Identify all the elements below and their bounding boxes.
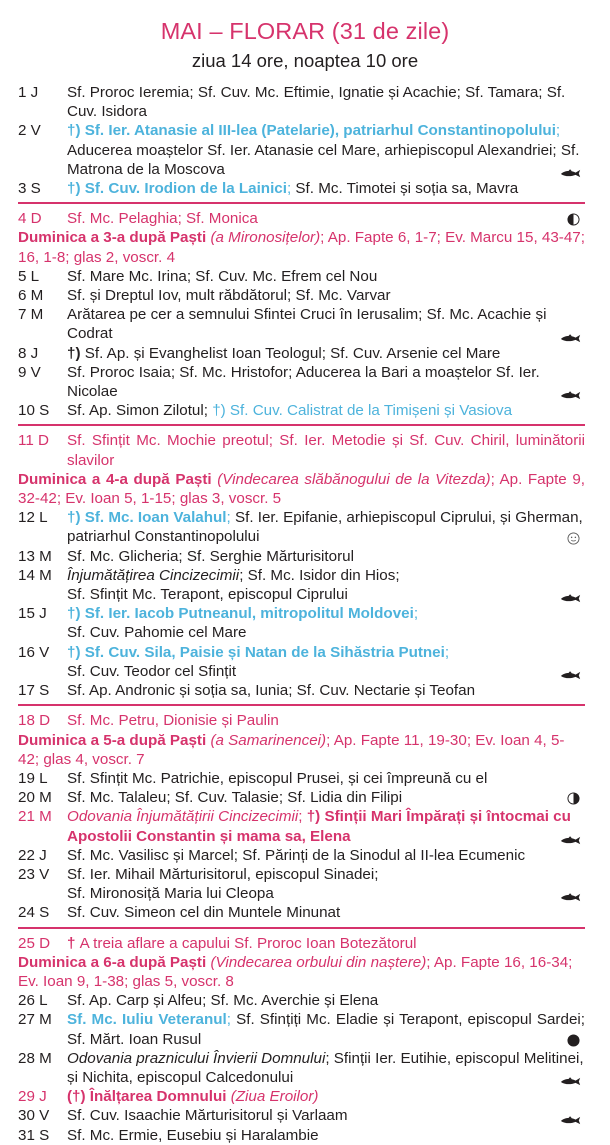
entry-text-segment: †) Sf. Cuv. Calistrat de la Timișeni și Vasiova	[212, 402, 513, 420]
entry-text-segment: Sf. Mc. Iuliu Veteranul	[67, 1011, 227, 1029]
calendar-day-entry	[0, 431, 610, 469]
entry-text	[67, 643, 585, 681]
calendar-day-entry	[0, 508, 610, 546]
day-label: 7 M	[18, 306, 44, 324]
entry-text-segment: (Ziua Eroilor)	[226, 1088, 319, 1106]
entry-text-segment: Sf. Ap. Simon Zilotul;	[67, 402, 213, 420]
entry-text-segment: (†) Înălțarea Domnului	[67, 1088, 227, 1106]
day-label: 12 L	[18, 509, 48, 527]
entry-text-segment: †) Sf. Cuv. Irodion de la Lainici	[67, 180, 287, 198]
entry-text-segment: Sf. Mc. Timotei și soția sa, Mavra	[295, 180, 519, 198]
day-label: 21 M	[18, 808, 52, 826]
entry-text-segment: ;	[413, 605, 419, 623]
calendar-day-entry	[0, 934, 610, 953]
entry-text-segment: Sf. Cuv. Teodor cel Sfințit	[67, 662, 237, 680]
entry-text-segment: Sf. Mare Mc. Irina; Sf. Cuv. Mc. Efrem cel Nou	[67, 267, 378, 285]
calendar-day-entry	[0, 286, 610, 305]
entry-text-segment: Sf. Mc. Vasilisc și Marcel; Sf. Părinți de la Sinodul al II-lea Ecumenic	[67, 846, 526, 864]
entry-text-segment: ;	[226, 509, 235, 527]
entry-text-segment: Odovania praznicului Învierii Domnului	[67, 1049, 326, 1067]
entry-text	[67, 344, 585, 363]
day-label: 29 J	[18, 1088, 47, 1106]
feast-day-list	[0, 83, 610, 1145]
entry-text	[67, 865, 585, 903]
calendar-day-entry	[0, 1049, 610, 1087]
entry-text-segment: Sf. Ier. Epifanie, arhiepiscopul Ciprului, și Gherman, patriarhul Constantinopolului	[67, 509, 583, 546]
calendar-day-entry	[0, 401, 610, 420]
entry-text	[67, 991, 585, 1010]
entry-text-segment: Sf. Ap. Carp și Alfeu; Sf. Mc. Averchie și Elena	[67, 992, 379, 1010]
moon-last-quarter-icon	[567, 212, 580, 225]
entry-text	[67, 179, 585, 198]
fish-icon	[560, 165, 582, 176]
day-label: 9 V	[18, 363, 41, 381]
entry-text-segment: ; Sfinții Ier. Eutihie, episcopul Melitinei, și Nichita, episcopul Calcedonului	[67, 1049, 584, 1086]
entry-text	[67, 1010, 585, 1048]
calendar-day-entry	[0, 363, 610, 401]
fish-icon	[560, 1073, 582, 1084]
day-label: 30 V	[18, 1107, 50, 1125]
entry-text-segment: Sf. Cuv. Isaachie Mărturisitorul și Varlaam	[67, 1107, 348, 1125]
calendar-day-entry	[0, 1010, 610, 1048]
day-label: 10 S	[18, 402, 50, 420]
calendar-day-entry	[0, 903, 610, 922]
day-label: 15 J	[18, 605, 47, 623]
entry-text-segment: ; Ap. Fapte 16, 16-34; Ev. Ioan 9, 1-38; glas 5, voscr. 8	[18, 953, 573, 990]
day-label: 6 M	[18, 287, 44, 305]
calendar-day-entry	[0, 547, 610, 566]
entry-text-segment: Sf. Ap. Andronic și soția sa, Iunia; Sf. Cuv. Nectarie și Teofan	[67, 682, 476, 700]
calendar-day-entry	[0, 179, 610, 198]
entry-text-segment: Sf. Mc. Glicheria; Sf. Serghie Mărturisitorul	[67, 547, 354, 565]
day-label: 16 V	[18, 643, 50, 661]
entry-text-segment: †	[67, 934, 80, 952]
calendar-day-entry	[0, 267, 610, 286]
day-label: 18 D	[18, 712, 51, 730]
entry-text	[67, 1106, 585, 1125]
sunday-readings-note	[18, 228, 585, 266]
day-label: 8 J	[18, 344, 39, 362]
calendar-day-entry	[0, 991, 610, 1010]
fish-icon	[560, 832, 582, 843]
calendar-day-entry	[0, 566, 610, 604]
entry-text-segment: Duminica a 5-a după Paști	[18, 731, 207, 749]
entry-text-segment: Sf. Cuv. Pahomie cel Mare	[67, 624, 247, 642]
entry-text	[67, 566, 585, 604]
day-label: 27 M	[18, 1011, 52, 1029]
day-label: 3 S	[18, 180, 41, 198]
entry-text-segment: ;	[555, 122, 561, 140]
day-label: 23 V	[18, 865, 50, 883]
entry-text-segment: Duminica a 6-a după Paști	[18, 953, 207, 971]
entry-text	[67, 83, 585, 121]
entry-text-segment: Sf. Mc. Ermie, Eusebiu și Haralambie	[67, 1126, 319, 1144]
calendar-day-entry	[0, 807, 610, 845]
entry-text-segment: Odovania Înjumătățirii Cincizecimii	[67, 808, 299, 826]
entry-text-segment: ; Ap. Fapte 11, 19-30; Ev. Ioan 4, 5-42; glas 4, voscr. 7	[18, 731, 565, 768]
fish-icon	[560, 330, 582, 341]
day-label: 2 V	[18, 122, 41, 140]
entry-text-segment: (a Mironosițelor)	[206, 229, 321, 247]
entry-text-segment: Sf. Sfințit Mc. Terapont, episcopul Ciprului	[67, 586, 348, 604]
entry-text	[67, 209, 585, 228]
calendar-day-entry	[0, 209, 610, 228]
entry-text	[67, 1126, 585, 1145]
entry-text-segment: ;	[444, 643, 450, 661]
calendar-day-entry	[0, 681, 610, 700]
entry-text-segment: (a Samarinencei)	[206, 731, 327, 749]
day-label: 25 D	[18, 934, 51, 952]
entry-text-segment: ; Ap. Fapte 9, 32-42; Ev. Ioan 5, 1-15; glas 3, voscr. 5	[18, 470, 585, 508]
entry-text	[67, 934, 585, 953]
entry-text	[67, 508, 585, 546]
day-label: 28 M	[18, 1049, 52, 1067]
entry-text-segment: Duminica a 4-a după Paști	[18, 470, 212, 488]
entry-text	[67, 286, 585, 305]
entry-text	[67, 121, 585, 179]
entry-text	[67, 305, 585, 343]
day-label: 11 D	[18, 432, 49, 450]
week-separator	[18, 927, 585, 929]
entry-text-segment: Arătarea pe cer a semnului Sfintei Cruci în Ierusalim; Sf. Mc. Acachie și Codrat	[67, 306, 547, 343]
entry-text	[67, 363, 585, 401]
entry-text-segment: ;	[226, 1011, 237, 1029]
entry-text	[67, 711, 585, 730]
entry-text-segment: Sf. Sfințit Mc. Patrichie, episcopul Prusei, și cei împreună cu el	[67, 769, 488, 787]
entry-text-segment: Sf. Sfințit Mc. Mochie preotul; Sf. Ier. Metodie și Sf. Cuv. Chiril, luminătorii slavilor	[67, 432, 585, 469]
entry-text	[67, 807, 585, 845]
entry-text-segment: Aducerea moaștelor Sf. Ier. Atanasie cel Mare, arhiepiscopul Alexandriei; Sf. Matrona de la Moscova	[67, 141, 580, 178]
calendar-day-entry	[0, 769, 610, 788]
entry-text-segment: ;	[298, 808, 307, 826]
entry-text-segment: Sf. Ier. Mihail Mărturisitorul, episcopul Sinadei;	[67, 865, 379, 883]
calendar-day-entry	[0, 83, 610, 121]
fish-icon	[560, 387, 582, 398]
day-label: 20 M	[18, 789, 52, 807]
entry-text	[67, 769, 585, 788]
entry-text-segment: Sf. Mc. Talaleu; Sf. Cuv. Talasie; Sf. Lidia din Filipi	[67, 789, 403, 807]
entry-text-segment: Sf. Mc. Pelaghia; Sf. Monica	[67, 210, 258, 228]
fish-icon	[560, 1112, 582, 1123]
moon-full-icon	[567, 531, 580, 544]
month-title: MAI – FLORAR (31 de zile)	[160, 18, 450, 44]
entry-text-segment: Sf. Proroc Isaia; Sf. Mc. Hristofor; Aducerea la Bari a moaștelor Sf. Ier. Nicolae	[67, 363, 540, 401]
day-label: 31 S	[18, 1126, 50, 1144]
day-label: 19 L	[18, 769, 48, 787]
entry-text-segment: Sf. Proroc Ieremia; Sf. Cuv. Mc. Eftimie, Ignatie și Acachie; Sf. Tamara; Sf. Cuv. Isidora	[67, 84, 566, 121]
fish-icon	[560, 889, 582, 900]
day-label: 22 J	[18, 846, 47, 864]
calendar-day-entry	[0, 711, 610, 730]
entry-text-segment: †) Sfinții Mari Împărați și întocmai cu Apostolii Constantin și mama sa, Elena	[67, 808, 571, 845]
entry-text	[67, 681, 585, 700]
entry-text	[67, 401, 585, 420]
entry-text-segment: †)	[67, 344, 81, 362]
moon-first-quarter-icon	[567, 791, 580, 804]
day-label: 26 L	[18, 992, 48, 1010]
fish-icon	[560, 590, 582, 601]
entry-text-segment: ;	[286, 180, 296, 198]
entry-text	[67, 903, 585, 922]
week-separator	[18, 424, 585, 426]
entry-text-segment: †) Sf. Cuv. Sila, Paisie și Natan de la Sihăstria Putnei	[67, 643, 445, 661]
calendar-day-entry	[0, 865, 610, 903]
entry-text-segment: †) Sf. Ier. Iacob Putneanul, mitropolitul Moldovei	[67, 605, 414, 623]
entry-text	[67, 788, 585, 807]
day-label: 24 S	[18, 904, 50, 922]
sunday-readings-note	[18, 731, 585, 769]
entry-text	[67, 431, 585, 469]
entry-text-segment: ; Sf. Mc. Isidor din Hios;	[239, 566, 400, 584]
calendar-day-entry	[0, 305, 610, 343]
entry-text-segment: (Vindecarea slăbănogului de la Vitezda)	[211, 470, 491, 488]
calendar-day-entry	[0, 1126, 610, 1145]
day-length-subtitle: ziua 14 ore, noaptea 10 ore	[191, 50, 419, 71]
calendar-day-entry	[0, 604, 610, 642]
entry-text-segment: A treia aflare a capului Sf. Proroc Ioan Botezătorul	[79, 934, 417, 952]
entry-text-segment: Sf. Mironosiță Maria lui Cleopa	[67, 885, 274, 903]
day-label: 17 S	[18, 682, 50, 700]
entry-text-segment: Înjumătățirea Cincizecimii	[67, 566, 240, 584]
entry-text	[67, 547, 585, 566]
calendar-day-entry	[0, 1106, 610, 1125]
fish-icon	[560, 667, 582, 678]
entry-text	[67, 1049, 585, 1087]
calendar-day-entry	[0, 788, 610, 807]
entry-text-segment: Sf. și Dreptul Iov, mult răbdătorul; Sf. Mc. Varvar	[67, 287, 391, 305]
entry-text-segment: †) Sf. Ier. Atanasie al III-lea (Patelarie), patriarhul Constantinopolului	[67, 122, 556, 140]
entry-text-segment: Duminica a 3-a după Paști	[18, 229, 207, 247]
moon-new-icon	[567, 1033, 580, 1046]
entry-text-segment: Sf. Cuv. Simeon cel din Muntele Minunat	[67, 904, 341, 922]
sunday-readings-note	[18, 470, 585, 508]
entry-text-segment: ; Ap. Fapte 6, 1-7; Ev. Marcu 15, 43-47; 16, 1-8; glas 2, voscr. 4	[18, 229, 585, 266]
entry-text-segment: (Vindecarea orbului din naștere)	[206, 953, 427, 971]
calendar-day-entry	[0, 643, 610, 681]
entry-text-segment: Sf. Ap. și Evanghelist Ioan Teologul; Sf. Cuv. Arsenie cel Mare	[80, 344, 501, 362]
entry-text	[67, 1087, 585, 1106]
entry-text	[67, 604, 585, 642]
day-label: 5 L	[18, 267, 40, 285]
calendar-day-entry	[0, 1087, 610, 1106]
entry-text-segment: †) Sf. Mc. Ioan Valahul	[67, 509, 227, 527]
day-label: 14 M	[18, 566, 52, 584]
entry-text-segment: Sf. Mc. Petru, Dionisie și Paulin	[67, 712, 279, 730]
sunday-readings-note	[18, 953, 585, 991]
day-label: 1 J	[18, 84, 39, 101]
calendar-day-entry	[0, 344, 610, 363]
calendar-day-entry	[0, 121, 610, 179]
entry-text	[67, 267, 585, 286]
day-label: 13 M	[18, 547, 52, 565]
entry-text	[67, 846, 585, 865]
day-label: 4 D	[18, 210, 42, 228]
week-separator	[18, 202, 585, 204]
calendar-day-entry	[0, 846, 610, 865]
week-separator	[18, 704, 585, 706]
entry-text-segment: Sf. Sfințiți Mc. Eladie și Terapont, episcopul Sardei; Sf. Mărt. Ioan Rusul	[67, 1011, 585, 1048]
